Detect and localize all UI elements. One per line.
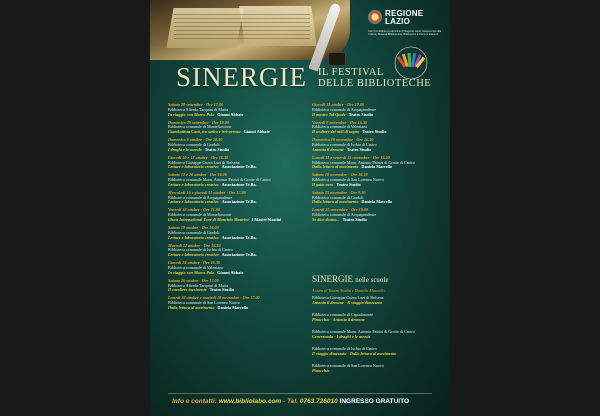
event-item: Lunedì 11 e venerdì 15 novembre - Ore 16.00 Biblioteca comunale Mons. Antonio Patrizi di Grotte di Castro Dalla lettura al movimento Daniela Marcello [312, 154, 415, 170]
festival-title: SINERGIE [176, 62, 307, 92]
event-item: Sabato 26 ottobre - Ore 17.00 Biblioteca Alfredo Tarquini di Marta Il cavaliere inesistente Teatro Studio [168, 277, 234, 293]
free-entry-label: INGRESSO GRATUITO [339, 398, 410, 405]
school-section-title: SINERGIE nelle scuole [312, 274, 389, 284]
event-item: Sabato 23 novembre - Ore 9.30 Biblioteca comunale di Gradoli Dalla lettura al movimento Daniela Marcello [312, 189, 393, 205]
event-item: Sabato 19 ottobre - Ore 16.00 Biblioteca comunale di Gradoli Letture e laboratorio creativo Associazione Te.Bo. [168, 225, 257, 240]
festival-poster [150, 0, 450, 416]
school-item: Biblioteca comunale di Ischia di Castro Il viaggio dimezzato - Dalla lettura al movimento [312, 346, 397, 356]
school-item: Biblioteca comunale Mons. Antonio Patrizi di Grotte di Castro Cenerentola - I draghi e le nuvole [312, 329, 415, 339]
event-item: Martedì 22 ottobre - Ore 16.30 Biblioteca comunale di Ischia di Castro Letture e laboratorio creativo Associazione Te.Bo. [168, 242, 257, 258]
event-item: Giovedì 24 ottobre - Ore 16.30 Biblioteca comunale di Valentano In viaggio con Marco Polo Gianni Abbate [168, 260, 244, 275]
event-item: Giovedì 10 e 17 ottobre - Ore 16.30 Biblioteca Giuseppe Cozza Luzi di Bolsena Letture e laboratorio creativo Associazione Te.Bo. [168, 154, 257, 170]
event-item: Venerdì 8 novembre - Ore 16.30 Biblioteca comunale di Valentano Il scultore dei nidi di sogno Teatro Studio [312, 119, 387, 135]
regione-star-icon [368, 10, 382, 24]
event-item: Domenica 6 ottobre - Ore 16.30 Biblioteca comunale di Gradoli I draghi e le nuvole Teatro Studio [168, 137, 230, 152]
inkpot-icon [328, 52, 346, 66]
school-item: Biblioteca comunale di San Lorenzo Nuovo Pinocchio [312, 363, 384, 373]
festival-subtitle: IL FESTIVAL DELLE BIBLIOTECHE [318, 67, 432, 89]
website-link[interactable]: www.bibliolabo.com [218, 398, 282, 405]
event-item: Lunedì 28 ottobre e martedì 19 novembre - Ore 17.00 Biblioteca comunale di San Lorenzo Nuovo Dalla lettura al movimento Daniela Marcello [168, 295, 260, 310]
event-item: Domenica 10 novembre - Ore 16.30 Biblioteca comunale di Ischia di Castro Antonio il demone Teatro Studio [312, 137, 377, 152]
event-item: Giovedì 31 ottobre - Ore 17.00 Biblioteca comunale di Acquapendente Il mostro Tal Quale Teatro Studio [312, 102, 377, 117]
event-item: Sabato 16 novembre - Ore 16.30 Biblioteca comunale di San Lorenzo Nuovo Il gatto nero Teatro Studio [312, 172, 384, 187]
footer-contacts: Info e contatti: www.bibliolabo.com - Tel. 0763.726010 INGRESSO GRATUITO [172, 398, 410, 405]
footer-divider [168, 393, 432, 394]
event-item: Lunedì 25 novembre - Ore 10.00 Biblioteca comunale di Acquapendente Se dico donna... Teatro Studio [312, 207, 377, 223]
event-item: Venerdì 18 ottobre - Ore 21.00 Biblioteca comunale di Montefiascone Ghost International Tour di Maurizio Mastrini I Mastri Mastini [168, 207, 282, 223]
event-item: Mercoledì 16 e giovedì 31 ottobre - Ore 17.00 Biblioteca comunale di Acquapendente Letture e laboratorio creativo Associazione Te.Bo. [168, 189, 257, 205]
phone-number: 0763.726010 [299, 398, 338, 405]
logo-name: REGIONE LAZIO [385, 9, 424, 26]
event-item: Sabato 12 e 26 ottobre - Ore 16.00 Biblioteca comunale Mons. Antonio Patrizi di Grotte di Castro Letture e laboratorio creativo Associazione Te.Bo. [168, 172, 271, 187]
logo-description: Con il contributo e patrocinio di Regione Lazio, Assessorato alla Cultura, Sistema Bibliotecario, Biblioteche e Comuni aderenti [368, 30, 442, 37]
school-item: Biblioteca Giuseppe Cozza Luzi di Bolsena Antonio il demone - Il viaggio dimezzato [312, 295, 384, 305]
events-column-left [168, 103, 308, 314]
school-item: Biblioteca comunale di Capodimonte Pinocchio - Antonio il demone [312, 312, 374, 322]
school-curated-by: A cura di Teatro Studio e Daniela Marcello [312, 288, 385, 293]
events-column-right [312, 103, 450, 226]
event-item: Sabato 28 settembre - Ore 17.00 Biblioteca Alfredo Tarquini di Marta In viaggio con Marco Polo Gianni Abbate [168, 102, 244, 117]
event-item: Domenica 29 settembre - Ore 18.00 Biblioteca comunale di Montefiascone Giambattista Casti, tra satira e irriverenza Gianni Abbate [168, 119, 270, 135]
